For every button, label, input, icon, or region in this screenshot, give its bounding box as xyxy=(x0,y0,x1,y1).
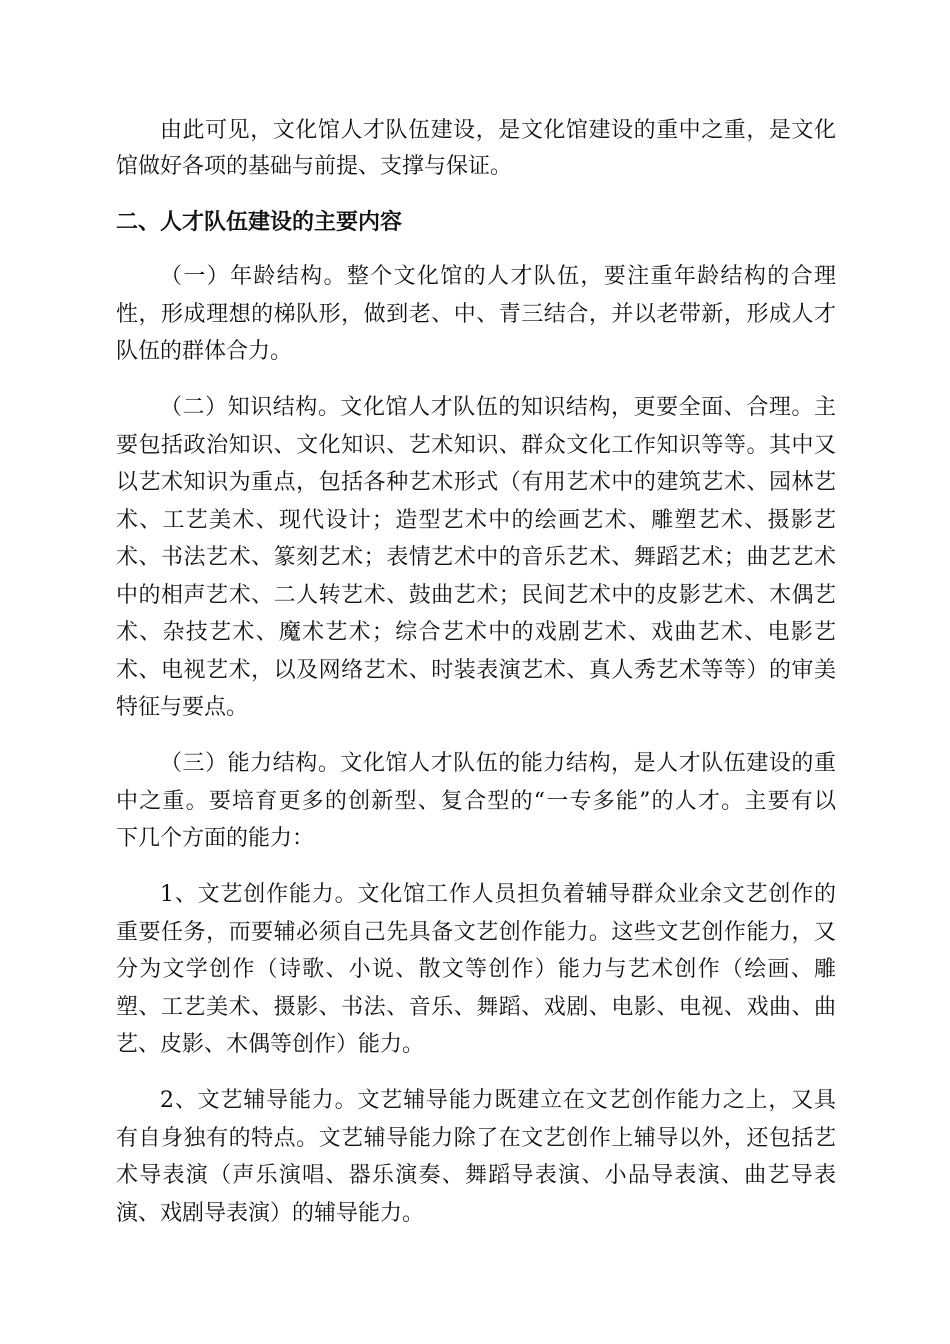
paragraph-line: 特征与要点。 xyxy=(116,695,249,720)
paragraph-line: 中的相声艺术、二人转艺术、鼓曲艺术；民间艺术中的皮影艺术、木偶艺 xyxy=(116,583,836,608)
paragraph-line: 演、戏剧导表演）的辅导能力。 xyxy=(116,1201,425,1226)
section-heading: 二、人才队伍建设的主要内容 xyxy=(116,210,403,235)
paragraph-line: 1、文艺创作能力。文化馆工作人员担负着辅导群众业余文艺创作的 xyxy=(160,882,836,907)
paragraph-line: 重要任务，而要辅必须自己先具备文艺创作能力。这些文艺创作能力，又 xyxy=(116,920,836,945)
paragraph-line: 要包括政治知识、文化知识、艺术知识、群众文化工作知识等等。其中又 xyxy=(116,433,836,458)
paragraph-line: 队伍的群体合力。 xyxy=(116,339,293,364)
paragraph-line: （三）能力结构。文化馆人才队伍的能力结构，是人才队伍建设的重 xyxy=(160,751,836,776)
paragraph-line: （二）知识结构。文化馆人才队伍的知识结构，更要全面、合理。主 xyxy=(160,395,836,420)
paragraph-line: 以艺术知识为重点，包括各种艺术形式（有用艺术中的建筑艺术、园林艺 xyxy=(116,470,836,495)
paragraph-line: 有自身独有的特点。文艺辅导能力除了在文艺创作上辅导以外，还包括艺 xyxy=(116,1126,836,1151)
paragraph-line: 术导表演（声乐演唱、器乐演奏、舞蹈导表演、小品导表演、曲艺导表 xyxy=(116,1163,836,1188)
paragraph-line: 术、书法艺术、篆刻艺术；表情艺术中的音乐艺术、舞蹈艺术；曲艺艺术 xyxy=(116,545,836,570)
paragraph-line: 术、电视艺术，以及网络艺术、时装表演艺术、真人秀艺术等等）的审美 xyxy=(116,658,836,683)
paragraph-line: （一）年龄结构。整个文化馆的人才队伍，要注重年龄结构的合理 xyxy=(160,264,836,289)
paragraph-line: 分为文学创作（诗歌、小说、散文等创作）能力与艺术创作（绘画、雕 xyxy=(116,957,836,982)
paragraph-line: 馆做好各项的基础与前提、支撑与保证。 xyxy=(116,154,513,179)
paragraph-line: 中之重。要培育更多的创新型、复合型的“一专多能”的人才。主要有以 xyxy=(116,789,836,814)
paragraph-line: 由此可见，文化馆人才队伍建设，是文化馆建设的重中之重，是文化 xyxy=(160,118,836,143)
paragraph-line: 塑、工艺美术、摄影、书法、音乐、舞蹈、戏剧、电影、电视、戏曲、曲 xyxy=(116,995,836,1020)
paragraph-line: 术、工艺美术、现代设计；造型艺术中的绘画艺术、雕塑艺术、摄影艺 xyxy=(116,508,836,533)
paragraph-line: 下几个方面的能力： xyxy=(116,826,315,851)
paragraph-line: 术、杂技艺术、魔术艺术；综合艺术中的戏剧艺术、戏曲艺术、电影艺 xyxy=(116,620,836,645)
paragraph-line: 性，形成理想的梯队形，做到老、中、青三结合，并以老带新，形成人才 xyxy=(116,302,836,327)
paragraph-line: 2、文艺辅导能力。文艺辅导能力既建立在文艺创作能力之上，又具 xyxy=(160,1088,836,1113)
paragraph-line: 艺、皮影、木偶等创作）能力。 xyxy=(116,1032,425,1057)
